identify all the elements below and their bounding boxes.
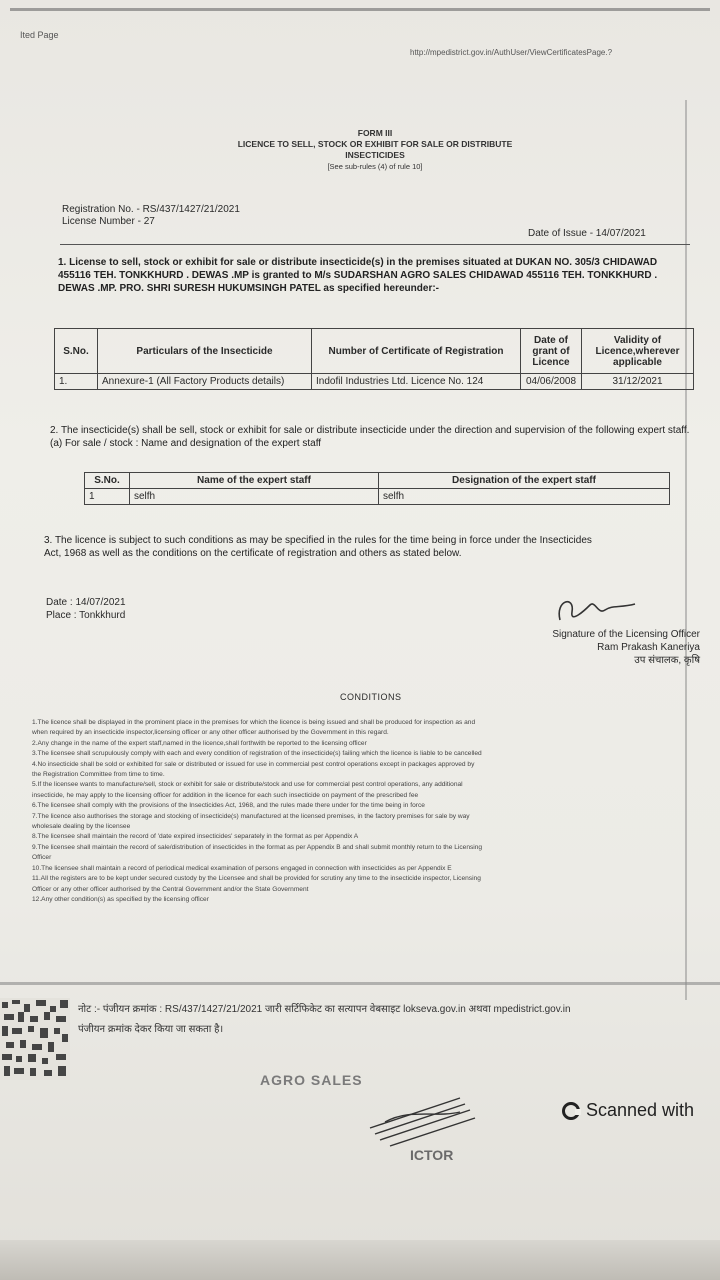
cell-date-grant: 04/06/2008 (521, 374, 582, 390)
condition-line: 11.All the registers are to be kept under secured custody by the Licensee and shall be provided for scrutiny any time to the insecticide inspector, Licensing (32, 875, 481, 883)
col-date-grant: Date of grant of Licence (521, 329, 582, 374)
registration-number: Registration No. - RS/437/1427/21/2021 (62, 204, 240, 215)
signature-label: Signature of the Licensing Officer (552, 629, 700, 640)
form-header (180, 128, 570, 172)
date-place-block (46, 596, 126, 622)
col-expert-designation: Designation of the expert staff (379, 473, 670, 489)
cell-expert-designation: selfh (379, 489, 670, 505)
clause-3-line1: 3. The licence is subject to such conditions as may be specified in the rules for the time being in force under the Insecticides (44, 535, 592, 546)
issue-date: Date : 14/07/2021 (46, 597, 126, 608)
col-sno: S.No. (55, 329, 98, 374)
camscanner-icon (562, 1102, 580, 1120)
condition-line: wholesale dealing by the licensee (32, 823, 131, 831)
col-validity: Validity of Licence,wherever applicable (582, 329, 694, 374)
col-sno: S.No. (85, 473, 130, 489)
browser-url: http://mpedistrict.gov.in/AuthUser/ViewCertificatesPage.? (410, 48, 613, 57)
stamp-text: AGRO SALES (260, 1072, 363, 1088)
scanned-with-label: Scanned with (586, 1100, 695, 1120)
clause-3 (44, 534, 694, 560)
condition-line: 6.The licensee shall comply with the provisions of the Insecticides Act, 1968, and the rules made there under for the time being in force (32, 802, 425, 810)
condition-line: 5.If the licensee wants to manufacture/sell, stock or exhibit for sale or distribute/stock and use for commercial pest control operations, any additional (32, 781, 463, 789)
conditions-title: CONDITIONS (340, 692, 402, 702)
signature-block (490, 628, 700, 667)
condition-line: 9.The licensee shall maintain the record of sale/distribution of insecticides in the format as per Appendix B and shall submit monthly return to the Licensing (32, 843, 483, 851)
clause-3-line2: Act, 1968 as well as the conditions on the certificate of registration and others as stated below. (44, 548, 462, 559)
page-bottom-shadow (0, 1240, 720, 1280)
form-title-line2: INSECTICIDES (345, 150, 405, 160)
form-number: FORM III (357, 128, 393, 138)
condition-line: when required by an insecticide inspector,licensing officer or any other officer authorised by the Government in this regard. (32, 729, 389, 737)
svg-text:ICTOR: ICTOR (410, 1147, 454, 1163)
issue-place: Place : Tonkkhurd (46, 610, 126, 621)
form-title-line1: LICENCE TO SELL, STOCK OR EXHIBIT FOR SALE OR DISTRIBUTE (237, 139, 513, 149)
form-subrule: [See sub-rules (4) of rule 10] (327, 162, 423, 171)
registration-block (62, 204, 240, 228)
condition-line: 8.The licensee shall maintain the record of 'date expired insecticides' separately in the format as per Appendix A (32, 833, 359, 841)
officer-name: Ram Prakash Kaneriya (597, 642, 700, 653)
date-of-issue: Date of Issue - 14/07/2021 (528, 228, 646, 239)
table-header-row (55, 329, 694, 374)
expert-staff-table (84, 472, 670, 505)
clause-2a-text: (a) For sale / stock : Name and designation of the expert staff (50, 438, 322, 449)
note-line2: पंजीयन क्रमांक देकर किया जा सकता है। (78, 1024, 224, 1035)
verification-note (78, 1000, 718, 1040)
table-row (85, 489, 670, 505)
cell-certificate: Indofil Industries Ltd. Licence No. 124 (312, 374, 521, 390)
cell-expert-name: selfh (130, 489, 379, 505)
browser-page-label: Ited Page (20, 30, 59, 40)
cell-sno: 1. (55, 374, 98, 390)
divider (60, 244, 690, 245)
signature-scribble (550, 590, 640, 630)
condition-line: 3.The licensee shall scrupulously comply with each and every condition of registration of the insecticide(s) failing which the licence is liable to be cancelled (32, 750, 482, 758)
section-divider (0, 982, 720, 985)
col-particulars: Particulars of the Insecticide (98, 329, 312, 374)
clause-1: 1. License to sell, stock or exhibit for sale or distribute insecticide(s) in the premises situated at DUKAN NO. 305/3 CHIDAWAD 455116 TEH. TONKKHURD . DEWAS .MP is granted to M/s SUDARSHAN AGRO SALES CHIDAWAD 455116 TEH. TONKKHURD . DEWAS .MP. PRO. SHRI SURESH HUKUMSINGH PATEL as specified hereunder:- (58, 257, 658, 294)
condition-line: 12.Any other condition(s) as specified by the licensing officer (32, 895, 209, 903)
condition-line: 7.The licence also authorises the storage and stocking of insecticide(s) manufactured at the licensed premises, in the factory premises for sale by way (32, 812, 470, 820)
conditions-list (32, 718, 720, 905)
col-expert-name: Name of the expert staff (130, 473, 379, 489)
cell-particulars: Annexure-1 (All Factory Products details) (98, 374, 312, 390)
condition-line: the Registration Committee from time to time. (32, 771, 165, 779)
officer-designation: उप संचालक, कृषि (634, 655, 700, 666)
table-header-row (85, 473, 670, 489)
table-row (55, 374, 694, 390)
condition-line: 2.Any change in the name of the expert staff,named in the licence,shall forthwith be reported to the licensing officer (32, 739, 367, 747)
clause-2 (50, 424, 690, 450)
scanner-watermark (562, 1100, 694, 1121)
insecticide-table (54, 328, 694, 390)
page-top-edge (10, 8, 710, 11)
cell-sno: 1 (85, 489, 130, 505)
qr-code-icon (0, 998, 70, 1080)
condition-line: Officer or any other officer authorised by the Central Government and/or the State Government (32, 885, 309, 893)
note-line1: नोट :- पंजीयन क्रमांक : RS/437/1427/21/2021 जारी सर्टिफिकेट का सत्यापन वेबसाइट lokseva.gov.in अथवा mpedistrict.gov.in (78, 1004, 571, 1015)
col-certificate: Number of Certificate of Registration (312, 329, 521, 374)
condition-line: insecticide, he may apply to the licensing officer for addition in the licence for each such insecticide on payment of the prescribed fee (32, 791, 419, 799)
condition-line: 1.The licence shall be displayed in the prominent place in the premises for which the licence is being issued and shall be produced for inspection as and (32, 719, 476, 726)
license-number: License Number - 27 (62, 216, 155, 227)
condition-line: Officer (32, 854, 52, 862)
condition-line: 4.No insecticide shall be sold or exhibited for sale or distributed or issued for use in commercial pest control operations except in packages approved by (32, 760, 475, 768)
cell-validity: 31/12/2021 (582, 374, 694, 390)
condition-line: 10.The licensee shall maintain a record of periodical medical examination of persons engaged in connection with insecticides as per Appendix E (32, 864, 452, 872)
clause-2-text: 2. The insecticide(s) shall be sell, stock or exhibit for sale or distribute insecticide under the direction and supervision of the following expert staff. (50, 425, 690, 436)
